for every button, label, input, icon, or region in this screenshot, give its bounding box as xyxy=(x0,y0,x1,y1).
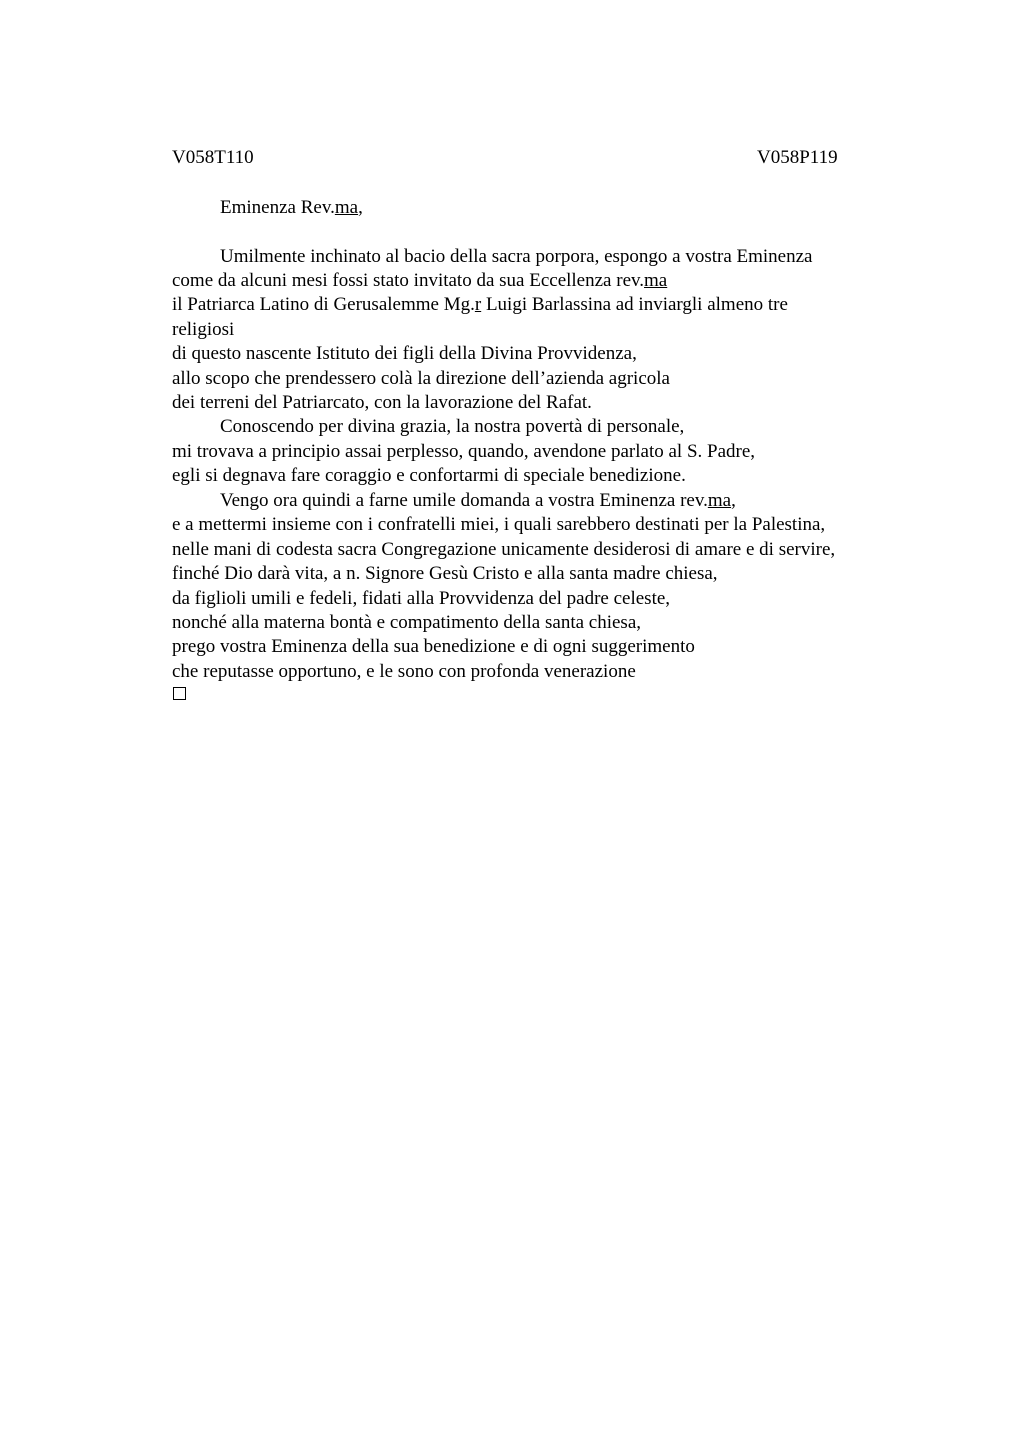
letter-line: da figlioli umili e fedeli, fidati alla Provvidenza del padre celeste, xyxy=(172,588,671,609)
document-code-left: V058T110 xyxy=(172,147,254,168)
letter-line: di questo nascente Istituto dei figli della Divina Provvidenza, xyxy=(172,343,637,364)
letter-line: nonché alla materna bontà e compatimento della santa chiesa, xyxy=(172,612,641,633)
letter-line xyxy=(220,489,736,513)
letter-line: nelle mani di codesta sacra Congregazione unicamente desiderosi di amare e di servire, xyxy=(172,539,836,560)
line-abbreviation: ma xyxy=(707,490,732,511)
line-trail: , xyxy=(731,490,736,511)
letter-line xyxy=(172,293,788,317)
letter-line: religiosi xyxy=(172,319,235,340)
letter-line: Umilmente inchinato al bacio della sacra porpora, espongo a vostra Eminenza xyxy=(220,246,813,267)
letter-line: finché Dio darà vita, a n. Signore Gesù Cristo e alla santa madre chiesa, xyxy=(172,563,718,584)
letter-line: e a mettermi insieme con i confratelli miei, i quali sarebbero destinati per la Palestina, xyxy=(172,514,826,535)
line-abbreviation: r xyxy=(474,294,482,315)
line-text: come da alcuni mesi fossi stato invitato da sua Eccellenza rev. xyxy=(172,270,645,291)
line-text: il Patriarca Latino di Gerusalemme Mg. xyxy=(172,294,475,315)
letter-line: prego vostra Eminenza della sua benedizione e di ogni suggerimento xyxy=(172,636,695,657)
line-text: Vengo ora quindi a farne umile domanda a vostra Eminenza rev. xyxy=(220,490,708,511)
letter-line xyxy=(172,269,667,293)
letter-line: egli si degnava fare coraggio e confortarmi di speciale benedizione. xyxy=(172,465,686,486)
salutation xyxy=(220,196,363,220)
salutation-trail: , xyxy=(358,197,363,218)
letter-line: mi trovava a principio assai perplesso, quando, avendone parlato al S. Padre, xyxy=(172,441,756,462)
salutation-text: Eminenza Rev. xyxy=(220,197,335,218)
page-code-right: V058P119 xyxy=(757,147,838,168)
line-abbreviation: ma xyxy=(644,270,668,291)
salutation-abbreviation: ma xyxy=(334,197,359,218)
empty-box-glyph xyxy=(173,687,186,700)
letter-line: allo scopo che prendessero colà la direzione dell’azienda agricola xyxy=(172,368,670,389)
line-trail: Luigi Barlassina ad inviargli almeno tre xyxy=(481,294,788,315)
letter-line: che reputasse opportuno, e le sono con profonda venerazione xyxy=(172,661,636,682)
letter-line: dei terreni del Patriarcato, con la lavorazione del Rafat. xyxy=(172,392,592,413)
letter-line: Conoscendo per divina grazia, la nostra povertà di personale, xyxy=(220,416,685,437)
